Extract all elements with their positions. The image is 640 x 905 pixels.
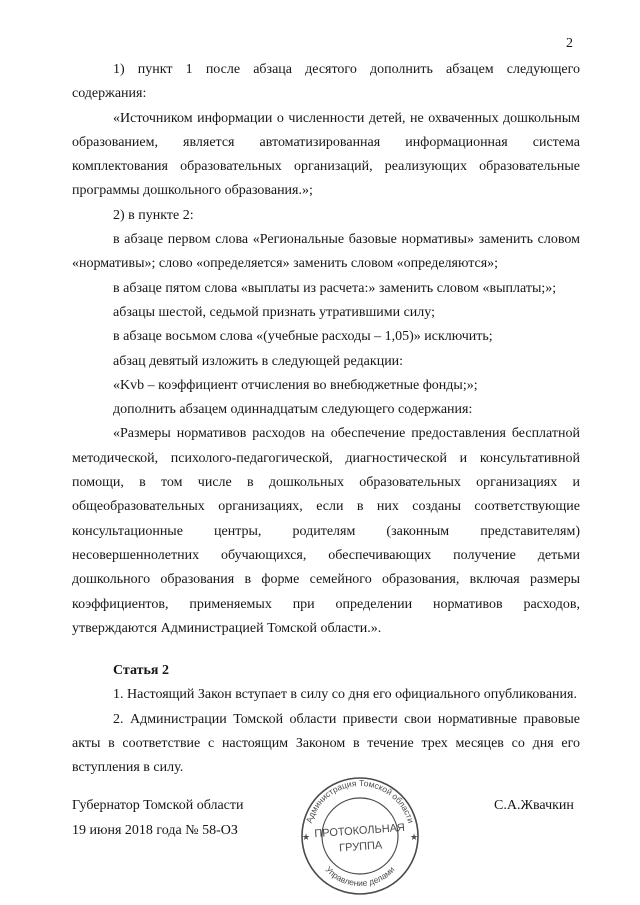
paragraph: абзац девятый изложить в следующей редакции: (113, 353, 404, 369)
stamp-star-right-icon: ★ (410, 832, 419, 842)
document-body (72, 58, 580, 781)
stamp-line-1: ПРОТОКОЛЬНАЯ (313, 821, 406, 841)
svg-text:Администрация Томской области (304, 778, 416, 825)
stamp-star-left-icon: ★ (302, 832, 311, 842)
svg-text:Управление делами (323, 864, 396, 888)
paragraph: в абзаце первом слова «Региональные базовые нормативы» заменить словом «нормативы»; слово «определяется» заменить словом «определяются»; (72, 232, 580, 272)
page-number: 2 (566, 36, 573, 51)
paragraph: 1) пункт 1 после абзаца десятого дополнить абзацем следующего содержания: (72, 62, 580, 102)
article-item: 1. Настоящий Закон вступает в силу со дня его официального опубликования. (113, 687, 577, 703)
signatory-name: С.А.Жвачкин (494, 798, 574, 813)
paragraph: «Размеры нормативов расходов на обеспечение предоставления бесплатной методической, психолого-педагогической, диагностической и консультативной помощи, в том числе в дошкольных образовательных организациях и общеобразовательных организациях, если в них созданы соответствующие консультационные центры, родителям (законным представителям) несовершеннолетних обучающихся, обеспечивающих получение детьми дошкольного образования в форме семейного образования, включая размеры коэффициентов, применяемых при определении нормативов расходов, утверждаются Администрацией Томской области.». (72, 426, 580, 636)
law-date-number: 19 июня 2018 года № 58-ОЗ (72, 823, 238, 838)
stamp-line-2: ГРУППА (338, 839, 383, 855)
stamp-ring-bottom-text: Управление делами (323, 864, 397, 889)
paragraph: в абзаце пятом слова «выплаты из расчета:» заменить словом «выплаты;»; (113, 280, 557, 296)
article-heading: Статья 2 (113, 663, 169, 679)
paragraph: 2) в пункте 2: (113, 207, 194, 223)
article-item: 2. Администрации Томской области привести свои нормативные правовые акты в соответствие с настоящим Законом в течение трех месяцев со дня его вступления в силу. (72, 711, 580, 776)
stamp-ring-top-text: Администрация Томской области (303, 777, 417, 825)
signatory-position: Губернатор Томской области (72, 798, 244, 813)
paragraph: абзацы шестой, седьмой признать утратившими силу; (113, 304, 435, 320)
paragraph: «Kvb – коэффициент отчисления во внебюджетные фонды;»; (113, 377, 478, 393)
paragraph: в абзаце восьмом слова «(учебные расходы – 1,05)» исключить; (113, 329, 493, 345)
paragraph: дополнить абзацем одиннадцатым следующего содержания: (113, 402, 473, 418)
paragraph: «Источником информации о численности детей, не охваченных дошкольным образованием, является автоматизированная информационная система комплектования образовательных организаций, реализующих образовательные программы дошкольного образования.»; (72, 110, 580, 199)
protocol-group-stamp (296, 774, 424, 898)
